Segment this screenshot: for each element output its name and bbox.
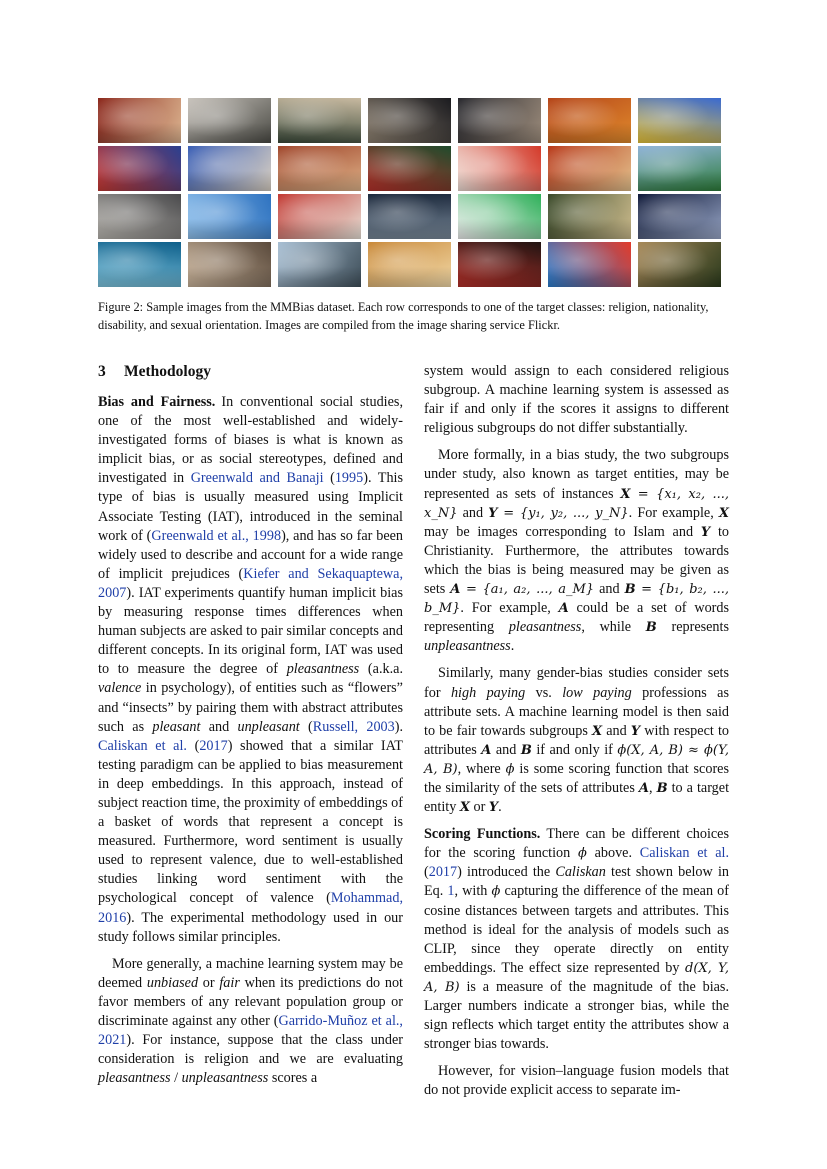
text: ), and has so far been widely used to describe and account for a wide range of implicit prejudices (	[98, 527, 404, 582]
text: There can be different choices for the scoring function	[424, 826, 729, 862]
sample-image-nationality-6	[548, 146, 631, 191]
math-Y: Y	[700, 524, 711, 540]
italic-text: pleasantness	[508, 619, 582, 636]
text: may be images corresponding to Islam and	[424, 523, 701, 540]
citation-russell-2003[interactable]: Russell, 2003	[312, 718, 395, 735]
section-number: 3	[98, 363, 106, 380]
sample-image-grid	[98, 98, 730, 288]
sample-image-sexual-orientation-6	[548, 242, 631, 287]
sample-image-disability-4	[368, 194, 451, 239]
sample-image-disability-6	[548, 194, 631, 239]
sample-image-religion-7	[638, 98, 721, 143]
italic-text: valence	[98, 680, 142, 697]
text: .	[498, 799, 502, 816]
citation-garrido-2021[interactable]: Garrido-Muñoz et al., 2021	[98, 1013, 403, 1049]
math-phi: ϕ	[491, 884, 501, 900]
sample-image-religion-4	[368, 98, 451, 143]
citation-year-2017[interactable]: 2017	[199, 737, 228, 754]
math-B: B	[624, 582, 636, 598]
text: More generally, a machine learning system may be deemed	[98, 955, 403, 991]
math-A: A	[638, 780, 649, 796]
text: vs.	[525, 684, 563, 701]
sample-image-sexual-orientation-1	[98, 242, 181, 287]
text: could be a set of words representing	[424, 600, 729, 636]
text: and	[594, 581, 625, 598]
math-set-a: = {a₁, a₂, ..., a_M}	[460, 582, 595, 598]
italic-text: fair	[219, 974, 240, 991]
paragraph-however: However, for vision–language fusion models that do not provide explicit access to separate im-	[424, 1063, 729, 1099]
text: ). IAT experiments quantify human implicit bias by measuring response times differences when human subjects are asked to pair similar concepts and different concepts. In its original form, IAT was used to to measure the degree of	[98, 584, 403, 678]
math-A: A	[481, 742, 492, 758]
text: to a target entity	[424, 779, 730, 816]
text: with respect to attributes	[424, 722, 729, 758]
citation-caliskan[interactable]: Caliskan et al.	[98, 737, 187, 754]
equation-reference-1[interactable]: 1	[447, 883, 455, 900]
math-effect-size: d(X, Y, A, B)	[424, 960, 730, 995]
text: when its predictions do not favor members of any relevant population group or discriminate against any other (	[98, 974, 403, 1029]
section-heading	[98, 362, 403, 382]
left-column	[98, 362, 403, 1096]
paragraph-similarly	[424, 664, 729, 817]
math-Y: Y	[488, 505, 498, 521]
text: or	[469, 799, 489, 816]
math-B: B	[645, 620, 657, 636]
text: and	[200, 718, 238, 735]
citation-year-1995[interactable]: 1995	[334, 470, 364, 487]
text: if and only if	[531, 741, 618, 758]
math-B: B	[656, 780, 668, 796]
text: .	[510, 638, 515, 655]
sample-image-sexual-orientation-7	[638, 242, 721, 287]
text: ). For instance, suppose that the class under consideration is religion and we are evaluating	[98, 1032, 403, 1068]
sample-image-religion-3	[278, 98, 361, 143]
citation-greenwald-banaji[interactable]: Greenwald and Banaji	[190, 470, 324, 487]
math-Y: Y	[488, 800, 499, 816]
math-set-x: = {x₁, x₂, ..., x_N}	[424, 486, 729, 521]
sample-image-disability-2	[188, 194, 271, 239]
text: ). The experimental methodology used in our study follows similar principles.	[98, 909, 403, 945]
math-X: X	[620, 486, 631, 502]
text: in psychology), of entities such as “flowers” and “insects” by pairing them with abstract attributes such as	[98, 680, 403, 735]
text: is a measure of the magnitude of the bias. Larger numbers indicate a stronger bias, while the sign reflects which target entity the attributes show a stronger bias towards.	[424, 978, 730, 1053]
text: More formally, in a bias study, the two subgroups under study, also known as target entities, may be represented as sets of instances	[424, 447, 729, 502]
math-fairness-condition: ϕ(X, A, B) ≈ ϕ(Y, A, B)	[424, 742, 729, 777]
math-A: A	[558, 601, 569, 617]
text: and	[491, 741, 521, 758]
section-title: Methodology	[124, 363, 211, 380]
sample-image-disability-3	[278, 194, 361, 239]
math-X: X	[592, 723, 603, 739]
italic-text: low paying	[562, 684, 632, 701]
text: or	[198, 974, 220, 991]
figure-caption	[98, 298, 730, 334]
text: capturing the difference of the mean of cosine distances between targets and attributes. This method is ideal for the analysis of models such as CLIP, since they operate directly on entity embeddings. The effect size represented by	[424, 883, 729, 976]
text: /	[170, 1070, 182, 1087]
sample-image-nationality-5	[458, 146, 541, 191]
text: is some scoring function that scores the similarity of the sets of attributes	[424, 760, 729, 796]
italic-text: pleasant	[152, 718, 201, 735]
sample-image-sexual-orientation-5	[458, 242, 541, 287]
text: ,	[649, 779, 657, 796]
text: ).	[394, 718, 404, 735]
italic-text: unpleasantness	[181, 1070, 269, 1087]
sample-image-sexual-orientation-4	[368, 242, 451, 287]
text: , with	[454, 883, 492, 900]
text: , while	[581, 619, 646, 636]
sample-image-religion-2	[188, 98, 271, 143]
text: represents	[656, 619, 729, 636]
sample-image-sexual-orientation-3	[278, 242, 361, 287]
text: , where	[457, 760, 506, 777]
italic-text: pleasantness	[286, 661, 360, 678]
citation-caliskan[interactable]: Caliskan et al.	[639, 845, 729, 862]
text: . For example,	[628, 504, 719, 521]
sample-image-nationality-4	[368, 146, 451, 191]
sample-image-religion-5	[458, 98, 541, 143]
math-phi: ϕ	[505, 761, 515, 777]
paragraph-scoring-functions: Scoring Functions. There can be different choices for the scoring function ϕ above. Caliskan et al. (2017) introduced the Caliskan test shown below in Eq. 1, with ϕ capturing the difference of the mean of cosine distances between targets and attributes. This method is ideal for the analysis of models such as CLIP, since they operate directly on entity embeddings. The effect size represented by d(X, Y, A, B) is a measure of the magnitude of the bias. Larger numbers indicate a stronger bias, while the sign reflects which target entity the attributes show a stronger bias towards.	[424, 826, 730, 1053]
text: to Christianity. Furthermore, the attributes towards which the bias is being measured may be given as sets	[424, 523, 729, 598]
text: . This type of bias is usually measured using Implicit Associate Testing (IAT), introduced in the seminal work of (	[98, 470, 403, 544]
italic-text: unpleasant	[237, 718, 300, 735]
italic-text: unpleasantness	[424, 638, 511, 655]
math-set-b: = {b₁, b₂, ..., b_M}	[424, 582, 729, 617]
text: professions as attribute sets. A machine learning model is then said to be fair towards subgroups	[424, 684, 729, 739]
math-phi: ϕ	[577, 846, 587, 862]
sample-image-disability-5	[458, 194, 541, 239]
text: In conventional social studies, one of the most well-established and widely-investigated forms of biases is what is known as implicit bias, or as social stereotypes, defined and investigated in	[98, 394, 403, 487]
sample-image-nationality-7	[638, 146, 721, 191]
figure-label: Figure 2:	[98, 300, 144, 314]
text: scores a	[268, 1070, 318, 1087]
italic-text: unbiased	[146, 974, 199, 991]
text: (a.k.a.	[359, 661, 403, 678]
text: . For example,	[460, 600, 559, 617]
paragraph-more-generally	[98, 955, 403, 1089]
citation-kiefer-2007[interactable]: Kiefer and Sekaquaptewa, 2007	[98, 565, 404, 601]
math-X: X	[459, 800, 470, 816]
math-set-y: = {y₁, y₂, ..., y_N}	[497, 505, 629, 521]
paragraph-more-formally	[424, 446, 729, 656]
runin-heading-bias-fairness: Bias and Fairness.	[98, 394, 216, 410]
sample-image-nationality-3	[278, 146, 361, 191]
text: (	[299, 718, 313, 735]
sample-image-nationality-1	[98, 146, 181, 191]
math-B: B	[520, 742, 532, 758]
sample-image-nationality-2	[188, 146, 271, 191]
citation-greenwald-1998[interactable]: Greenwald et al., 1998	[151, 527, 282, 544]
text: and	[457, 504, 489, 521]
math-Y: Y	[630, 723, 641, 739]
italic-text: Caliskan	[555, 864, 606, 881]
italic-text: high paying	[450, 684, 526, 701]
text: test shown below in Eq.	[424, 864, 729, 900]
paragraph-bias-fairness: Bias and Fairness. In conventional social studies, one of the most well-established and widely-investigated forms of biases is what is known as implicit bias, or as social stereotypes, defined and investigated in Greenwald and Banaji (1995). This type of bias is usually measured using Implicit Associate Testing (IAT), introduced in the seminal work of (Greenwald et al., 1998), and has so far been widely used to describe and account for a wide range of implicit prejudices (Kiefer and Sekaquaptewa, 2007). IAT experiments quantify human implicit bias by measuring response times differences when human subjects are asked to pair similar concepts and different concepts. In its original form, IAT was used to to measure the degree of pleasantness (a.k.a. valence in psychology), of entities such as “flowers” and “insects” by pairing them with abstract attributes such as pleasant and unpleasant (Russell, 2003). Caliskan et al. (2017) showed that a similar IAT testing paradigm can be applied to bias measurement in deep embeddings. In this approach, instead of subject reaction time, the proximity of embeddings of a basket of words that represent a concept is measured. Furthermore, word sentiment is usually used to represent valence, due to well-established studies linking word sentiment with the psychological concept of valence (Mohammad, 2016). The experimental methodology used in our study follows similar principles.	[98, 394, 404, 945]
math-X: X	[718, 505, 729, 521]
sample-image-religion-1	[98, 98, 181, 143]
text: above.	[586, 845, 640, 862]
text: introduced the	[461, 864, 556, 881]
math-A: A	[450, 582, 461, 598]
text: Similarly, many gender-bias studies consider sets for	[424, 665, 729, 701]
runin-heading-scoring-functions: Scoring Functions.	[424, 826, 541, 843]
text: showed that a similar IAT testing paradigm can be applied to bias measurement in deep embeddings. In this approach, instead of subject reaction time, the proximity of embeddings of a basket of words that represent a concept is measured. Furthermore, word sentiment is usually used to represent valence, due to well-established studies linking word sentiment with the psychological concept of valence (	[98, 737, 403, 907]
paragraph-continuation: system would assign to each considered religious subgroup. A machine learning system is assessed as fair if and only if the scores it assigns to different religious subgroups do not differ substantially.	[424, 363, 729, 437]
citation-year-2017[interactable]: 2017	[428, 864, 458, 881]
sample-image-disability-1	[98, 194, 181, 239]
italic-text: pleasantness	[98, 1070, 171, 1087]
text: and	[602, 722, 631, 739]
sample-image-religion-6	[548, 98, 631, 143]
figure-caption-text: Sample images from the MMBias dataset. Each row corresponds to one of the target classes: religion, nationality, disability, and sexual orientation. Images are compiled from the image sharing service Flickr.	[98, 300, 709, 332]
sample-image-sexual-orientation-2	[188, 242, 271, 287]
citation-mohammad-2016[interactable]: Mohammad, 2016	[98, 890, 403, 926]
sample-image-disability-7	[638, 194, 721, 239]
right-column	[424, 362, 729, 1108]
